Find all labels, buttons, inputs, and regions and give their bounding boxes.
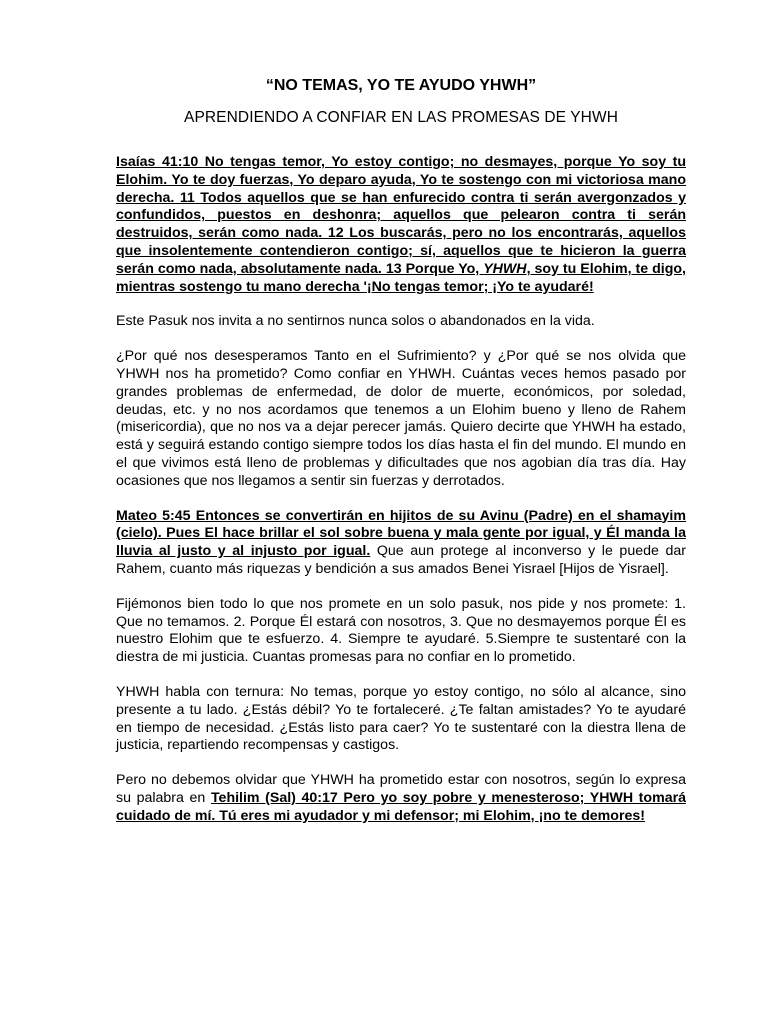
document-title: “NO TEMAS, YO TE AYUDO YHWH”	[265, 77, 537, 94]
verse-isaias-text-1: Isaías 41:10 No tengas temor, Yo estoy contigo; no desmayes, porque Yo soy tu Elohim. Yo te doy fuerzas, Yo deparo ayuda, Yo te sostengo con mi victoriosa mano derecha. 11 Todos aquellos que se han enfurecido contra ti serán avergonzados y confundidos, puestos en deshonra; aquellos que pelearon contra ti serán destruidos, serán como nada. 12 Los buscarás, pero no los encontrarás, aquellos que insolentemente contendieron contigo; sí, aquellos que te hicieron la guerra serán como nada, absolutamente nada. 13 Porque Yo,	[116, 154, 686, 277]
verse-tehilim-paragraph	[116, 772, 686, 825]
verse-mateo-text: Mateo 5:45 Entonces se convertirán en hijitos de su Avinu (Padre) en el shamayim (cielo). Pues El hace brillar el sol sobre buena y mala gente por igual, y Él manda la lluvia al justo y al injusto por igual.	[116, 507, 686, 560]
verse-isaias-text-2: , soy tu Elohim, te digo, mientras sostengo tu mano derecha '¡No tengas temor; ¡Yo te ayudaré!	[116, 260, 686, 295]
verse-isaias-paragraph	[116, 154, 686, 296]
verse-mateo-paragraph	[116, 508, 686, 579]
verse-mateo-commentary: Que aun protege al inconverso y le puede dar Rahem, cuanto más riquezas y bendición a sus amados Benei Yisrael [Hijos de Yisrael].	[116, 543, 686, 577]
tehilim-intro: Pero no debemos olvidar que YHWH ha prometido estar con nosotros, según lo expresa su palabra en	[116, 772, 686, 806]
paragraph-promesas: Fijémonos bien todo lo que nos promete en un solo pasuk, nos pide y nos promete: 1. Que no temamos. 2. Porque Él estará con nosotros, 3. Que no desmayemos porque Él es nuestro Elohim que te esfuerzo. 4. Siempre te ayudaré. 5.Siempre te sustentaré con la diestra de mi justicia. Cuantas promesas para no confiar en lo prometido.	[116, 595, 686, 666]
paragraph-desesperamos: ¿Por qué nos desesperamos Tanto en el Sufrimiento? y ¿Por qué se nos olvida que YHWH nos ha prometido? Como confiar en YHWH. Cuántas veces hemos pasado por grandes problemas de enfermedad, de dolor de muerte, económicos, por soledad, deudas, etc. y no nos acordamos que tenemos a un Elohim bueno y lleno de Rahem (misericordia), que no nos va a dejar perecer jamás. Quiero decirte que YHWH ha estado, está y seguirá estando contigo siempre todos los días hasta el fin del mundo. El mundo en el que vivimos está lleno de problemas y dificultades que nos agobian día tras día. Hay ocasiones que nos llegamos a sentir sin fuerzas y derrotados.	[116, 348, 686, 489]
paragraph-ternura: YHWH habla con ternura: No temas, porque yo estoy contigo, no sólo al alcance, sino presente a tu lado. ¿Estás débil? Yo te fortaleceré. ¿Te faltan amistades? Yo te ayudaré en tiempo de necesidad. ¿Estás listo para caer? Yo te sustentaré con la diestra llena de justicia, repartiendo recompensas y castigos.	[116, 683, 686, 754]
paragraph-pasuk: Este Pasuk nos invita a no sentirnos nunca solos o abandonados en la vida.	[116, 313, 595, 330]
verse-isaias-italic: YHWH	[483, 260, 527, 277]
verse-tehilim-text: Tehilim (Sal) 40:17 Pero yo soy pobre y menesteroso; YHWH tomará cuidado de mí. Tú eres mi ayudador y mi defensor; mi Elohim, ¡no te demores!	[116, 789, 686, 824]
document-subtitle: APRENDIENDO A CONFIAR EN LAS PROMESAS DE YHWH	[184, 109, 618, 126]
